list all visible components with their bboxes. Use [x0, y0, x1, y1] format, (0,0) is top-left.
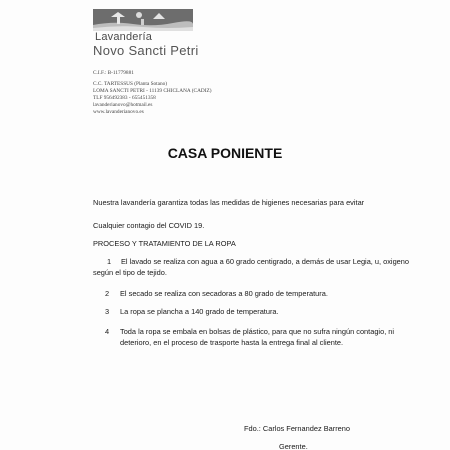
address-line: lavanderianovo@hotmail.es	[93, 102, 153, 108]
document-title: CASA PONIENTE	[167, 145, 283, 161]
address-line: www.lavanderianovo.es	[93, 109, 144, 115]
company-address	[93, 81, 212, 116]
signature-role: Gerente.	[279, 442, 308, 450]
logo-name: Novo Sancti Petri	[93, 43, 199, 58]
company-cif: C.I.F.: B-11779881	[93, 70, 134, 76]
item-text: El lavado se realiza con agua a 60 grado centigrado, a demás de usar Legia, u, oxigeno	[121, 257, 410, 266]
item-text: Toda la ropa se embala en bolsas de plástico, para que no sufra ningún contagio, ni	[120, 327, 395, 336]
intro-line-2: Cualquier contagio del COVID 19.	[93, 221, 205, 230]
item-text: El secado se realiza con secadoras a 80 grado de temperatura.	[120, 289, 328, 298]
item-text: La ropa se plancha a 140 grado de temperatura.	[120, 307, 279, 316]
logo-landscape-icon	[93, 9, 193, 31]
item-text: deterioro, en el proceso de trasporte hasta la entrega final al cliente.	[120, 338, 344, 347]
item-number: 1	[107, 257, 112, 266]
item-number: 2	[105, 289, 110, 298]
item-number: 4	[105, 327, 110, 336]
item-number: 3	[105, 307, 110, 316]
intro-line-1: Nuestra lavandería garantiza todas las medidas de higienes necesarias para evitar	[93, 198, 365, 207]
logo-word: Lavandería	[95, 31, 153, 43]
address-line: C.C. TARTESSUS (Planta Sotano)	[93, 81, 168, 87]
section-heading: PROCESO Y TRATAMIENTO DE LA ROPA	[93, 239, 236, 248]
item-text: según el tipo de tejido.	[93, 268, 167, 277]
address-line: TLF 956492383 - 655451358	[93, 95, 156, 101]
address-line: LOMA SANCTI PETRI - 11139 CHICLANA (CADIZ)	[93, 88, 212, 94]
logo-graphic	[93, 9, 193, 31]
signature-name: Fdo.: Carlos Fernandez Barreno	[244, 424, 350, 433]
